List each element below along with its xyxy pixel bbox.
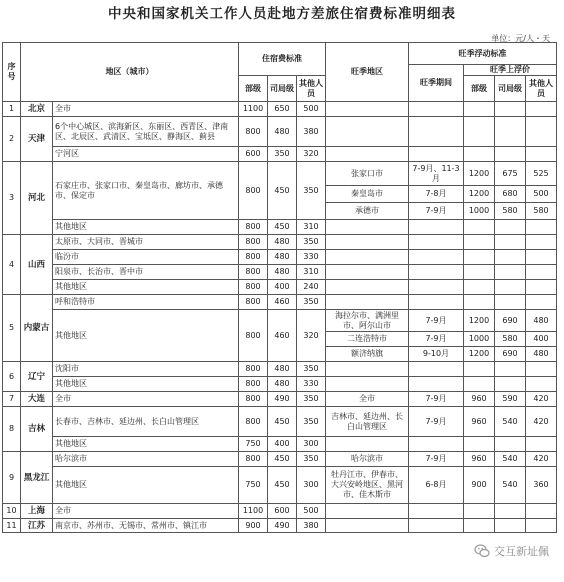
header-seq: 序号 <box>3 43 21 102</box>
empty-cell <box>464 265 495 280</box>
peak-bureau-cell: 690 <box>495 347 526 362</box>
header-peak-upper: 旺季上浮价 <box>464 65 557 76</box>
bureau-rate-cell: 450 <box>268 220 297 235</box>
regions-cell: 阳泉市、长治市、晋中市 <box>53 265 239 280</box>
other-rate-cell: 300 <box>297 467 326 504</box>
regions-cell: 全市 <box>53 504 239 519</box>
empty-cell <box>526 102 557 117</box>
empty-cell <box>495 519 526 533</box>
peak-bureau-cell: 580 <box>495 332 526 347</box>
empty-cell <box>326 295 409 310</box>
bureau-rate-cell: 600 <box>268 504 297 519</box>
empty-cell <box>326 220 409 235</box>
empty-cell <box>464 250 495 265</box>
peak-other-cell: 480 <box>526 310 557 332</box>
regions-cell: 其他地区 <box>53 220 239 235</box>
regions-cell: 宁河区 <box>53 147 239 162</box>
bureau-rate-cell: 350 <box>268 147 297 162</box>
other-rate-cell: 300 <box>297 437 326 452</box>
peak-region-cell: 二连浩特市 <box>326 332 409 347</box>
unit-label: 单位：元/人・天 <box>491 34 550 43</box>
empty-cell <box>409 147 464 162</box>
minister-rate-cell: 800 <box>239 162 268 220</box>
other-rate-cell: 330 <box>297 377 326 392</box>
bureau-rate-cell: 650 <box>268 102 297 117</box>
regions-cell: 其他地区 <box>53 467 239 504</box>
table-row <box>3 437 557 452</box>
peak-bureau-cell: 690 <box>495 310 526 332</box>
peak-region-cell: 秦皇岛市 <box>326 186 409 203</box>
other-rate-cell: 350 <box>297 452 326 467</box>
table-row <box>3 407 557 437</box>
minister-rate-cell: 800 <box>239 362 268 377</box>
peak-other-cell: 420 <box>526 392 557 407</box>
peak-minister-cell: 960 <box>464 452 495 467</box>
empty-cell <box>326 147 409 162</box>
empty-cell <box>495 250 526 265</box>
empty-cell <box>464 102 495 117</box>
peak-region-cell: 哈尔滨市 <box>326 452 409 467</box>
empty-cell <box>409 504 464 519</box>
other-rate-cell: 350 <box>297 235 326 250</box>
empty-cell <box>326 377 409 392</box>
peak-region-cell: 吉林市、延边州、长白山管理区 <box>326 407 409 437</box>
other-rate-cell: 350 <box>297 162 326 220</box>
empty-cell <box>326 117 409 147</box>
peak-minister-cell: 1000 <box>464 203 495 220</box>
table-row <box>3 220 557 235</box>
other-rate-cell: 330 <box>297 250 326 265</box>
minister-rate-cell: 750 <box>239 437 268 452</box>
empty-cell <box>495 362 526 377</box>
empty-cell <box>464 519 495 533</box>
peak-region-cell: 牡丹江市、伊春市、大兴安岭地区、黑河市、佳木斯市 <box>326 467 409 504</box>
table-row <box>3 265 557 280</box>
other-rate-cell: 350 <box>297 362 326 377</box>
empty-cell <box>409 377 464 392</box>
empty-cell <box>526 280 557 295</box>
wechat-icon <box>474 543 490 559</box>
peak-period-cell: 7-9月 <box>409 203 464 220</box>
regions-cell: 其他地区 <box>53 377 239 392</box>
peak-region-cell: 张家口市 <box>326 162 409 186</box>
table-row <box>3 235 557 250</box>
seq-cell: 9 <box>3 452 21 504</box>
empty-cell <box>326 250 409 265</box>
regions-cell: 哈尔滨市 <box>53 452 239 467</box>
other-rate-cell: 380 <box>297 519 326 533</box>
empty-cell <box>526 519 557 533</box>
table-row <box>3 377 557 392</box>
bureau-rate-cell: 480 <box>268 377 297 392</box>
other-rate-cell: 310 <box>297 220 326 235</box>
peak-other-cell: 580 <box>526 203 557 220</box>
empty-cell <box>526 117 557 147</box>
bureau-rate-cell: 480 <box>268 265 297 280</box>
table-row <box>3 295 557 310</box>
minister-rate-cell: 800 <box>239 295 268 310</box>
empty-cell <box>495 147 526 162</box>
empty-cell <box>326 504 409 519</box>
minister-rate-cell: 1100 <box>239 102 268 117</box>
empty-cell <box>409 235 464 250</box>
bureau-rate-cell: 480 <box>268 117 297 147</box>
empty-cell <box>409 280 464 295</box>
empty-cell <box>526 377 557 392</box>
other-rate-cell: 240 <box>297 280 326 295</box>
header-peak-other: 其他人员 <box>526 76 557 102</box>
empty-cell <box>526 362 557 377</box>
table-row <box>3 452 557 467</box>
empty-cell <box>526 295 557 310</box>
peak-minister-cell: 1200 <box>464 310 495 332</box>
other-rate-cell: 320 <box>297 310 326 362</box>
regions-cell: 6个中心城区、滨海新区、东丽区、西青区、津南区、北辰区、武清区、宝坻区、静海区、蓟县 <box>53 117 239 147</box>
empty-cell <box>495 280 526 295</box>
other-rate-cell: 380 <box>297 117 326 147</box>
empty-cell <box>495 235 526 250</box>
empty-cell <box>409 362 464 377</box>
bureau-rate-cell: 450 <box>268 162 297 220</box>
minister-rate-cell: 800 <box>239 265 268 280</box>
empty-cell <box>464 147 495 162</box>
bureau-rate-cell: 490 <box>268 392 297 407</box>
minister-rate-cell: 800 <box>239 377 268 392</box>
seq-cell: 1 <box>3 102 21 117</box>
other-rate-cell: 320 <box>297 147 326 162</box>
page-title: 中央和国家机关工作人员赴地方差旅住宿费标准明细表 <box>108 6 456 22</box>
header-peak-minister: 部级 <box>464 76 495 102</box>
empty-cell <box>464 235 495 250</box>
province-cell: 内蒙古 <box>21 295 53 362</box>
table-row <box>3 362 557 377</box>
peak-period-cell: 7-9月 <box>409 310 464 332</box>
seq-cell: 7 <box>3 392 21 407</box>
peak-period-cell: 7-9月、11-3月 <box>409 162 464 186</box>
empty-cell <box>495 295 526 310</box>
province-cell: 辽宁 <box>21 362 53 392</box>
province-cell: 江苏 <box>21 519 53 533</box>
empty-cell <box>326 362 409 377</box>
regions-cell: 临汾市 <box>53 250 239 265</box>
table-row <box>3 102 557 117</box>
peak-bureau-cell: 590 <box>495 392 526 407</box>
other-rate-cell: 500 <box>297 504 326 519</box>
province-cell: 天津 <box>21 117 53 162</box>
table-row <box>3 392 557 407</box>
peak-region-cell: 额济纳旗 <box>326 347 409 362</box>
peak-period-cell: 6-8月 <box>409 467 464 504</box>
empty-cell <box>495 504 526 519</box>
empty-cell <box>326 235 409 250</box>
minister-rate-cell: 800 <box>239 117 268 147</box>
table-row <box>3 162 557 186</box>
empty-cell <box>409 519 464 533</box>
regions-cell: 南京市、苏州市、无锡市、常州市、镇江市 <box>53 519 239 533</box>
seq-cell: 10 <box>3 504 21 519</box>
table-row <box>3 117 557 147</box>
empty-cell <box>526 147 557 162</box>
minister-rate-cell: 800 <box>239 392 268 407</box>
other-rate-cell: 350 <box>297 295 326 310</box>
province-cell: 吉林 <box>21 407 53 452</box>
empty-cell <box>326 265 409 280</box>
seq-cell: 6 <box>3 362 21 392</box>
province-cell: 大连 <box>21 392 53 407</box>
empty-cell <box>526 437 557 452</box>
other-rate-cell: 500 <box>297 102 326 117</box>
watermark <box>471 542 552 560</box>
header-region: 地区（城市） <box>21 43 239 102</box>
empty-cell <box>326 102 409 117</box>
peak-period-cell: 9-10月 <box>409 347 464 362</box>
header-peak-float: 旺季浮动标准 <box>409 43 557 65</box>
regions-cell: 太原市、大同市、晋城市 <box>53 235 239 250</box>
empty-cell <box>495 437 526 452</box>
bureau-rate-cell: 480 <box>268 235 297 250</box>
peak-period-cell: 7-9月 <box>409 452 464 467</box>
empty-cell <box>409 437 464 452</box>
table-row <box>3 519 557 533</box>
empty-cell <box>464 117 495 147</box>
regions-cell: 沈阳市 <box>53 362 239 377</box>
table-row <box>3 250 557 265</box>
peak-period-cell: 7-8月 <box>409 186 464 203</box>
peak-period-cell: 7-9月 <box>409 392 464 407</box>
minister-rate-cell: 800 <box>239 220 268 235</box>
peak-minister-cell: 1000 <box>464 332 495 347</box>
peak-minister-cell: 1200 <box>464 347 495 362</box>
regions-cell: 呼和浩特市 <box>53 295 239 310</box>
seq-cell: 2 <box>3 117 21 162</box>
empty-cell <box>526 220 557 235</box>
regions-cell: 其他地区 <box>53 437 239 452</box>
empty-cell <box>326 437 409 452</box>
regions-cell: 石家庄市、张家口市、秦皇岛市、廊坊市、承德市、保定市 <box>53 162 239 220</box>
peak-bureau-cell: 540 <box>495 467 526 504</box>
other-rate-cell: 310 <box>297 265 326 280</box>
minister-rate-cell: 800 <box>239 452 268 467</box>
empty-cell <box>326 519 409 533</box>
peak-region-cell: 海拉尔市、满洲里市、阿尔山市 <box>326 310 409 332</box>
table-row <box>3 147 557 162</box>
peak-bureau-cell: 680 <box>495 186 526 203</box>
header-lodging: 住宿费标准 <box>239 43 326 76</box>
peak-region-cell: 承德市 <box>326 203 409 220</box>
province-cell: 上海 <box>21 504 53 519</box>
peak-other-cell: 525 <box>526 162 557 186</box>
peak-minister-cell: 900 <box>464 467 495 504</box>
table-row <box>3 43 557 65</box>
minister-rate-cell: 800 <box>239 235 268 250</box>
empty-cell <box>526 250 557 265</box>
empty-cell <box>464 280 495 295</box>
empty-cell <box>495 117 526 147</box>
empty-cell <box>464 220 495 235</box>
seq-cell: 8 <box>3 407 21 452</box>
bureau-rate-cell: 400 <box>268 437 297 452</box>
minister-rate-cell: 800 <box>239 407 268 437</box>
empty-cell <box>526 265 557 280</box>
minister-rate-cell: 600 <box>239 147 268 162</box>
minister-rate-cell: 800 <box>239 250 268 265</box>
empty-cell <box>526 504 557 519</box>
table-row <box>3 310 557 332</box>
header-peak-period: 旺季期间 <box>409 65 464 102</box>
empty-cell <box>409 295 464 310</box>
minister-rate-cell: 800 <box>239 280 268 295</box>
peak-period-cell: 7-9月 <box>409 332 464 347</box>
bureau-rate-cell: 450 <box>268 467 297 504</box>
peak-other-cell: 400 <box>526 332 557 347</box>
peak-bureau-cell: 540 <box>495 452 526 467</box>
seq-cell: 4 <box>3 235 21 295</box>
bureau-rate-cell: 480 <box>268 250 297 265</box>
peak-other-cell: 360 <box>526 467 557 504</box>
bureau-rate-cell: 460 <box>268 295 297 310</box>
seq-cell: 3 <box>3 162 21 235</box>
empty-cell <box>409 265 464 280</box>
peak-other-cell: 420 <box>526 407 557 437</box>
empty-cell <box>464 504 495 519</box>
peak-minister-cell: 1200 <box>464 186 495 203</box>
peak-bureau-cell: 580 <box>495 203 526 220</box>
seq-cell: 5 <box>3 295 21 362</box>
peak-minister-cell: 960 <box>464 407 495 437</box>
regions-cell: 长春市、吉林市、延边州、长白山管理区 <box>53 407 239 437</box>
regions-cell: 全市 <box>53 102 239 117</box>
empty-cell <box>495 220 526 235</box>
peak-bureau-cell: 540 <box>495 407 526 437</box>
empty-cell <box>464 362 495 377</box>
bureau-rate-cell: 480 <box>268 362 297 377</box>
minister-rate-cell: 750 <box>239 467 268 504</box>
header-peak-bureau: 司局级 <box>495 76 526 102</box>
bureau-rate-cell: 490 <box>268 519 297 533</box>
empty-cell <box>326 280 409 295</box>
regions-cell: 其他地区 <box>53 280 239 295</box>
table-row <box>3 280 557 295</box>
bureau-rate-cell: 450 <box>268 452 297 467</box>
empty-cell <box>409 117 464 147</box>
province-cell: 河北 <box>21 162 53 235</box>
header-minister: 部级 <box>239 76 268 102</box>
minister-rate-cell: 1100 <box>239 504 268 519</box>
empty-cell <box>495 265 526 280</box>
empty-cell <box>526 235 557 250</box>
minister-rate-cell: 800 <box>239 310 268 362</box>
seq-cell: 11 <box>3 519 21 533</box>
empty-cell <box>464 295 495 310</box>
peak-minister-cell: 1200 <box>464 162 495 186</box>
empty-cell <box>495 102 526 117</box>
empty-cell <box>464 377 495 392</box>
header-bureau: 司局级 <box>268 76 297 102</box>
empty-cell <box>409 102 464 117</box>
watermark-text: 交互新址佩 <box>494 545 549 558</box>
province-cell: 北京 <box>21 102 53 117</box>
empty-cell <box>409 220 464 235</box>
table-row <box>3 504 557 519</box>
lodging-standards-table <box>2 42 557 533</box>
bureau-rate-cell: 400 <box>268 280 297 295</box>
peak-minister-cell: 960 <box>464 392 495 407</box>
minister-rate-cell: 900 <box>239 519 268 533</box>
header-other: 其他人员 <box>297 76 326 102</box>
empty-cell <box>409 250 464 265</box>
bureau-rate-cell: 460 <box>268 310 297 362</box>
empty-cell <box>464 437 495 452</box>
other-rate-cell: 350 <box>297 392 326 407</box>
peak-other-cell: 500 <box>526 186 557 203</box>
province-cell: 山西 <box>21 235 53 295</box>
regions-cell: 全市 <box>53 392 239 407</box>
empty-cell <box>495 377 526 392</box>
bureau-rate-cell: 450 <box>268 407 297 437</box>
table-row <box>3 467 557 504</box>
peak-bureau-cell: 675 <box>495 162 526 186</box>
regions-cell: 其他地区 <box>53 310 239 362</box>
peak-other-cell: 420 <box>526 452 557 467</box>
peak-other-cell: 480 <box>526 347 557 362</box>
peak-period-cell: 7-9月 <box>409 407 464 437</box>
header-peak-region: 旺季地区 <box>326 43 409 102</box>
peak-region-cell: 全市 <box>326 392 409 407</box>
other-rate-cell: 350 <box>297 407 326 437</box>
province-cell: 黑龙江 <box>21 452 53 504</box>
